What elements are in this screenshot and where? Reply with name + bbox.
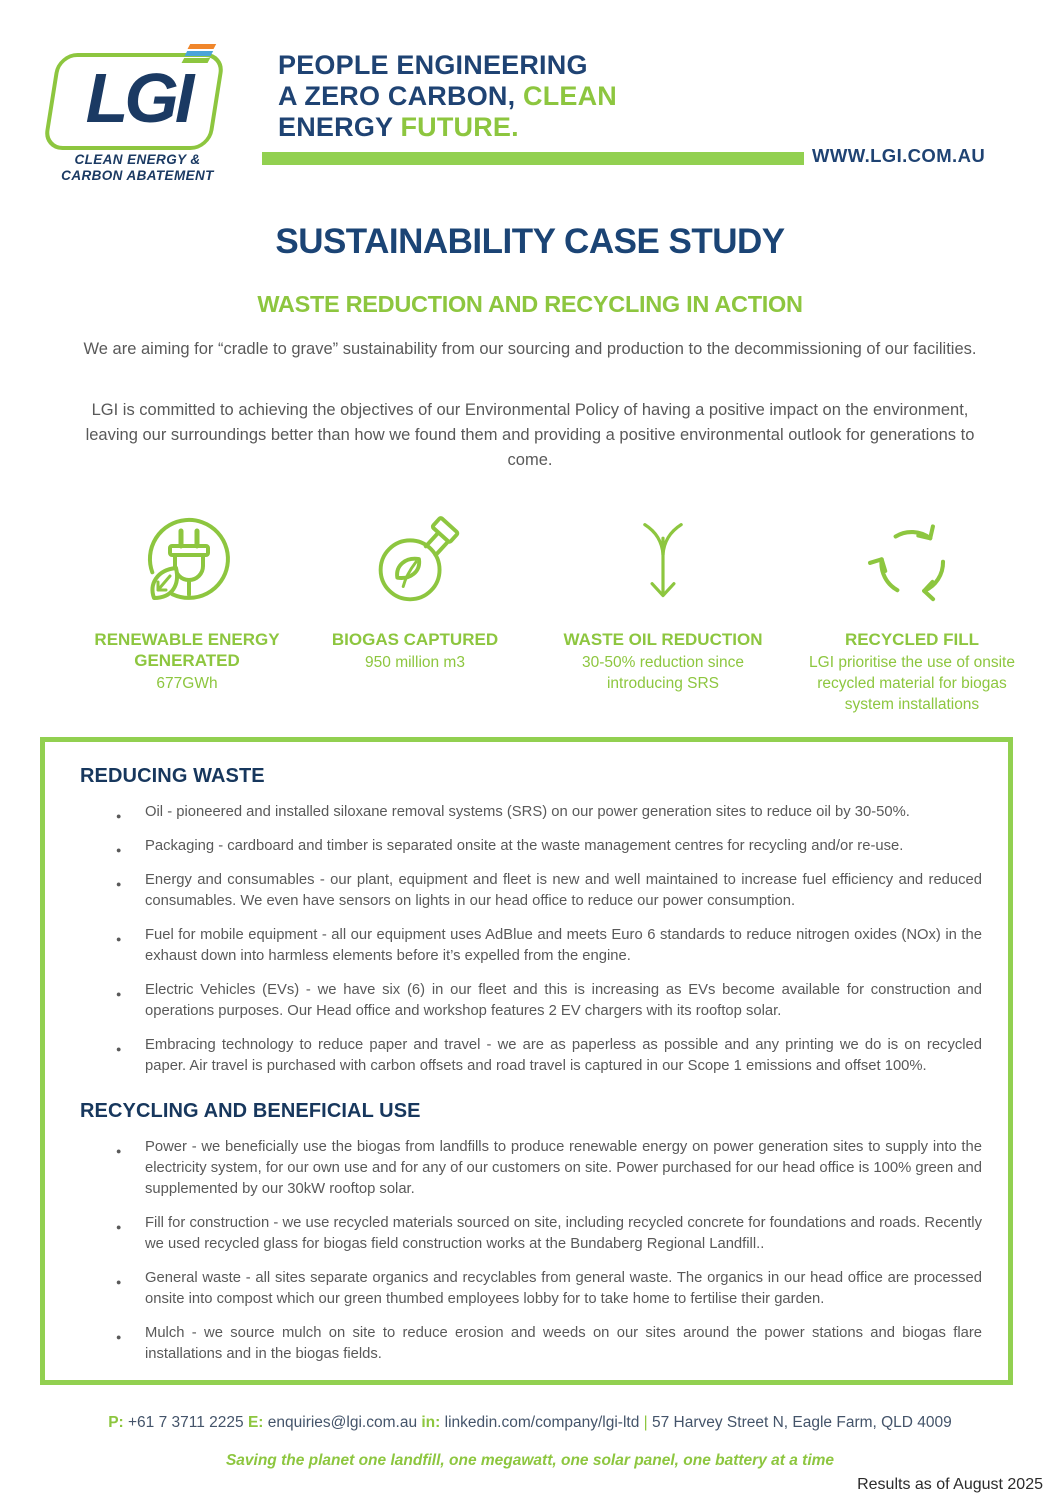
page-subtitle: WASTE REDUCTION AND RECYCLING IN ACTION <box>257 291 803 317</box>
website-link[interactable]: WWW.LGI.COM.AU <box>812 145 986 166</box>
stat-title: BIOGAS CAPTURED <box>331 630 499 649</box>
renewable-energy-plug-icon <box>75 505 299 617</box>
tagline-line2-navy: A ZERO CARBON, <box>278 81 523 111</box>
content-box <box>40 737 1013 1385</box>
stat-title: RECYCLED FILL <box>844 630 980 649</box>
logo-caption <box>40 152 235 184</box>
section-heading-recycling: RECYCLING AND BENEFICIAL USE <box>80 1100 421 1122</box>
intro-paragraph-2: LGI is committed to achieving the objectives of our Environmental Policy of having a positive impact on the environment, leaving our surroundings better than how we found them and providing a positive environmental outlook for generations to come. <box>85 401 975 469</box>
logo-caption-line2: CARBON ABATEMENT <box>61 168 214 183</box>
tagline-line2-green: CLEAN <box>523 81 617 111</box>
tagline-line3-green: FUTURE. <box>400 112 519 142</box>
intro-paragraph-1: We are aiming for “cradle to grave” sustainability from our sourcing and production to the decommissioning of our facilities. <box>83 340 977 358</box>
biogas-flask-leaf-icon <box>303 505 527 617</box>
tagline-line1: PEOPLE ENGINEERING <box>278 50 588 80</box>
reducing-waste-list <box>45 802 1008 1077</box>
stat-title: RENEWABLE ENERGY GENERATED <box>94 630 280 670</box>
stat-value: LGI prioritise the use of onsite recycled material for biogas system installations <box>809 654 1015 713</box>
linkedin-label: in: <box>421 1414 441 1431</box>
list-item: ● Embracing technology to reduce paper and travel - we are as paperless as possible and any printing we do is on recycled paper. Air travel is purchased with carbon offsets and road travel is captured in our Scope 1 emissions and offset 100%. <box>145 1035 982 1077</box>
stat-title: WASTE OIL REDUCTION <box>563 630 763 649</box>
list-item: ● Power - we beneficially use the biogas from landfills to produce renewable energy on power generation sites to supply into the electricity system, for our own use and for any of our customers on site. Power purchased for our head office is 100% green and supplemented by our 30kW rooftop solar. <box>145 1137 982 1200</box>
waste-oil-down-arrow-icon <box>551 505 775 617</box>
stat-value: 30-50% reduction since introducing SRS <box>582 654 744 692</box>
recycle-arrows-icon <box>800 505 1024 617</box>
street-address: 57 Harvey Street N, Eagle Farm, QLD 4009 <box>651 1414 952 1431</box>
list-item: ● Packaging - cardboard and timber is separated onsite at the waste management centres for recycling and/or re-use. <box>145 836 982 857</box>
list-item: ● General waste - all sites separate organics and recyclables from general waste. The organics in our head office are processed onsite into compost which our green thumbed employees lobby for to take home to fertilise their garden. <box>145 1268 982 1310</box>
stats-row <box>0 505 1060 730</box>
phone-label: P: <box>108 1414 124 1431</box>
list-item: ● Electric Vehicles (EVs) - we have six (6) in our fleet and this is increasing as EVs become available for construction and operations purposes. Our Head office and workshop features 2 EV chargers with its rooftop solar. <box>145 980 982 1022</box>
contact-line <box>0 1414 1060 1432</box>
footer-tagline: Saving the planet one landfill, one megawatt, one solar panel, one battery at a time <box>225 1452 835 1469</box>
logo-caption-line1: CLEAN ENERGY & <box>74 152 201 167</box>
linkedin-url[interactable]: linkedin.com/company/lgi-ltd <box>444 1414 640 1431</box>
phone-number: +61 7 3711 2225 <box>128 1414 244 1431</box>
logo-text: LGI <box>85 59 191 137</box>
stat-value: 677GWh <box>156 675 218 692</box>
email-label: E: <box>247 1414 264 1431</box>
list-item: ● Fuel for mobile equipment - all our equipment uses AdBlue and meets Euro 6 standards to reduce nitrogen oxides (NOx) in the exhaust down into harmless elements before it’s expelled from the engine. <box>145 925 982 967</box>
list-item: ● Fill for construction - we use recycled materials sourced on site, including recycled concrete for foundations and roads. Recently we used recycled glass for biogas field construction works at the Bundaberg Regional Landfill.. <box>145 1213 982 1255</box>
stat-recycled-fill <box>800 505 1024 715</box>
email-address[interactable]: enquiries@lgi.com.au <box>267 1414 418 1431</box>
tagline-line3-navy: ENERGY <box>278 112 401 142</box>
stat-renewable-energy <box>75 505 299 694</box>
separator: | <box>643 1414 648 1431</box>
section-heading-reducing-waste: REDUCING WASTE <box>80 765 265 787</box>
list-item: ● Mulch - we source mulch on site to reduce erosion and weeds on our sites around the power stations and biogas flare installations and in the biogas fields. <box>145 1323 982 1365</box>
page-title: SUSTAINABILITY CASE STUDY <box>275 222 785 261</box>
stat-waste-oil-reduction <box>551 505 775 694</box>
list-item: ● Oil - pioneered and installed siloxane removal systems (SRS) on our power generation sites to reduce oil by 30-50%. <box>145 802 982 823</box>
header-green-bar <box>262 152 804 165</box>
stat-value: 950 million m3 <box>365 654 465 671</box>
results-date-note: Results as of August 2025 <box>857 1476 1043 1493</box>
list-item: ● Energy and consumables - our plant, equipment and fleet is new and well maintained to increase fuel efficiency and reduced consumables. We even have sensors on lights in our head office to reduce our power consumption. <box>145 870 982 912</box>
recycling-list <box>45 1137 1008 1365</box>
brand-tagline <box>278 50 617 143</box>
stat-biogas-captured <box>303 505 527 673</box>
